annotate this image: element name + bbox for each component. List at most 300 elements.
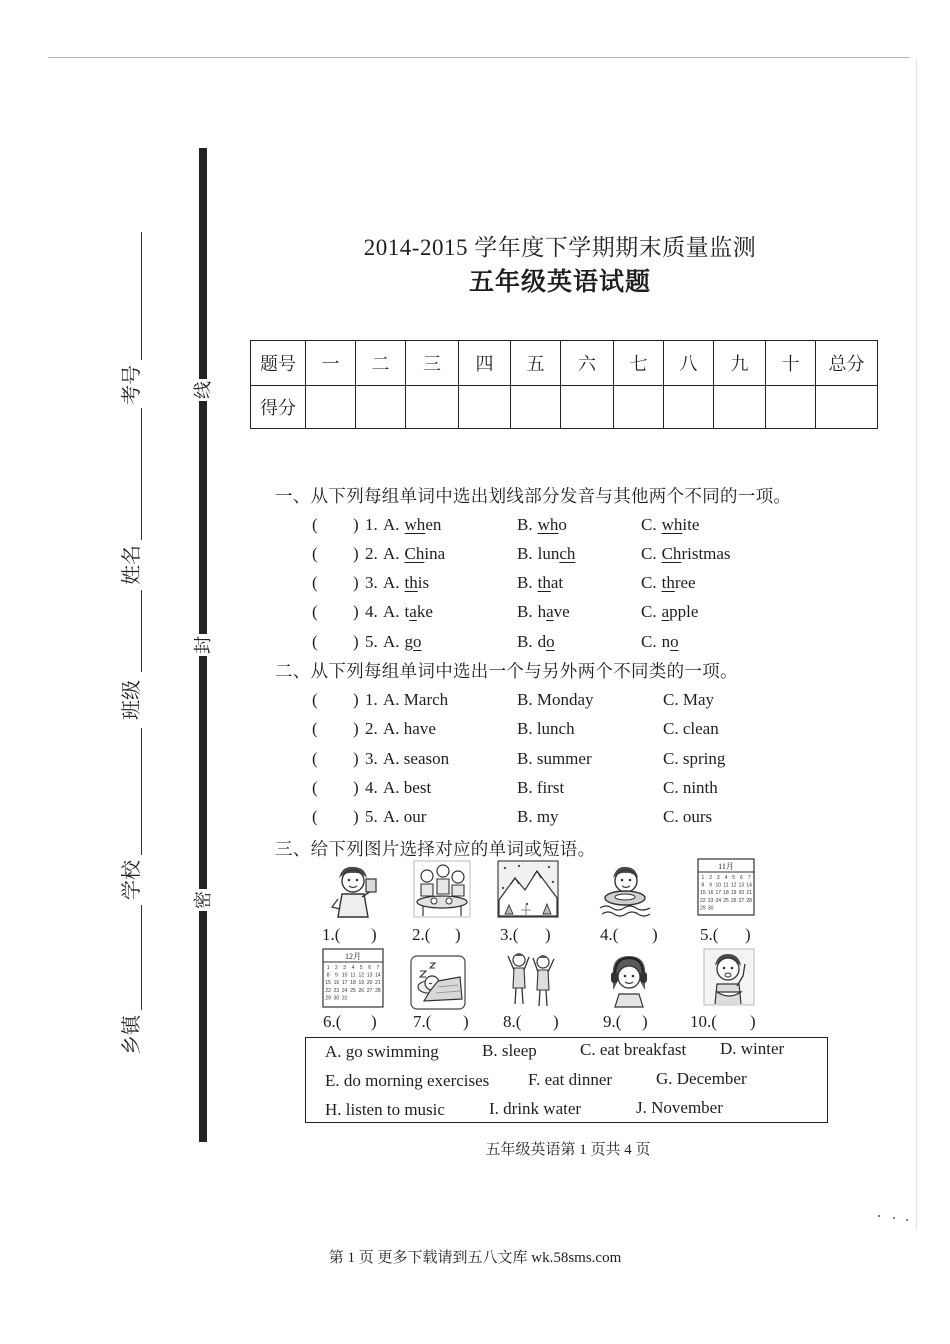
- name-label: 姓名: [121, 545, 143, 585]
- answer-paren-close: ): [642, 1012, 648, 1031]
- question-row: [0, 718, 950, 740]
- score-header-cell: 题号: [251, 341, 306, 386]
- option-drink-water: I. drink water: [489, 1099, 582, 1118]
- picture-1-boy-with-cup: [328, 861, 380, 924]
- picture-number: [500, 924, 518, 946]
- answer-paren-open: (: [335, 1012, 342, 1031]
- option-b: B. first: [517, 778, 565, 797]
- option-a: [383, 601, 433, 623]
- answer-paren-close: ): [353, 602, 359, 621]
- option-label: C.: [641, 632, 657, 651]
- calendar-day: 28: [746, 897, 752, 904]
- picture-number-text: 8.: [503, 1012, 516, 1031]
- picture-answer-label: [503, 1011, 561, 1033]
- question-number: 2.: [365, 544, 378, 563]
- option-eat-dinner: F. eat dinner: [528, 1070, 613, 1089]
- answer-paren-open: (: [312, 544, 318, 563]
- option-december: G. December: [656, 1069, 747, 1088]
- calendar-day: 17: [715, 890, 722, 897]
- question-row: [0, 543, 950, 565]
- score-header-cell: 五: [511, 341, 561, 386]
- score-cell: [561, 386, 614, 429]
- option-eat-breakfast: C. eat breakfast: [580, 1040, 687, 1059]
- top-rule: [48, 57, 910, 58]
- picture-3-snowy-scene: [497, 860, 559, 923]
- underlined-letters: th: [537, 573, 551, 592]
- question-number: 4.: [365, 778, 378, 797]
- word-part: n: [661, 632, 671, 651]
- calendar-day: 22: [700, 897, 706, 904]
- picture-number: [600, 924, 618, 946]
- option-c: C. May: [663, 690, 714, 709]
- option-word: [405, 544, 446, 563]
- picture-number-text: 7.: [413, 1012, 426, 1031]
- answer-paren-close: ): [353, 515, 359, 534]
- picture-number-text: 3.: [500, 925, 513, 944]
- underlined-letters: th: [404, 573, 418, 592]
- option-sleep: B. sleep: [482, 1041, 537, 1060]
- picture-8-two-children-exercising: [505, 948, 557, 1015]
- answer-paren-close: ): [463, 1012, 469, 1031]
- answer-paren-close: ): [353, 690, 359, 709]
- option-b: B. my: [517, 807, 559, 826]
- underlined-letters: wh: [404, 515, 426, 534]
- calendar-day: 15: [700, 890, 706, 897]
- picture-2-family-dining: [413, 860, 471, 923]
- option-label: B.: [517, 515, 533, 534]
- option-b: B. summer: [517, 749, 592, 768]
- word-part: lun: [537, 544, 560, 563]
- option-word: [405, 602, 433, 621]
- word-part: ite: [682, 515, 700, 534]
- option-word: [538, 573, 564, 592]
- calendar-day: 24: [715, 897, 722, 904]
- calendar-day: 25: [350, 987, 356, 994]
- score-table-header-row: [251, 341, 878, 386]
- answer-paren-close: ): [750, 1012, 756, 1031]
- option-c: [641, 631, 679, 653]
- calendar-day: 15: [325, 980, 331, 987]
- score-cell: [406, 386, 459, 429]
- answer-paren-close: ): [353, 573, 359, 592]
- picture-number-text: 9.: [603, 1012, 616, 1031]
- picture-number-text: 1.: [322, 925, 335, 944]
- calendar-day: 14: [746, 882, 752, 889]
- answer-paren-open: (: [612, 925, 619, 944]
- score-cell: [459, 386, 511, 429]
- picture-number: [323, 1011, 341, 1033]
- calendar-day: 4: [351, 965, 355, 971]
- answer-paren-open: (: [425, 1012, 432, 1031]
- calendar-icon: [697, 858, 755, 916]
- calendar-day: 9: [335, 972, 338, 979]
- word-part: pple: [669, 602, 699, 621]
- answer-paren-close: ): [353, 719, 359, 738]
- option-label: A.: [383, 573, 400, 592]
- calendar-day: 26: [358, 987, 365, 994]
- score-table: [250, 340, 878, 429]
- picture-number: [603, 1011, 621, 1033]
- answer-paren-close: ): [371, 1012, 377, 1031]
- underlined-letters: o: [546, 632, 555, 651]
- answer-paren-close: ): [353, 632, 359, 651]
- calendar-day: 20: [366, 980, 373, 987]
- picture-number-text: 2.: [412, 925, 425, 944]
- calendar-month: 11月: [718, 862, 734, 871]
- calendar-day: 26: [730, 897, 737, 904]
- option-label: B.: [517, 602, 533, 621]
- underlined-letters: wh: [537, 515, 559, 534]
- score-cell: [714, 386, 766, 429]
- option-c: C. clean: [663, 719, 719, 738]
- option-a: A. season: [383, 749, 450, 768]
- answer-paren-open: (: [512, 925, 519, 944]
- score-header-cell: 九: [714, 341, 766, 386]
- underlined-letters: th: [661, 573, 675, 592]
- answer-paren-close: ): [745, 925, 751, 944]
- option-november: J. November: [636, 1098, 723, 1117]
- calendar-day: 5: [359, 965, 363, 971]
- school-label: 学校: [121, 860, 143, 900]
- exam-subtitle: 五年级英语试题: [468, 269, 651, 296]
- calendar-month: 12月: [345, 952, 361, 961]
- option-word: [538, 602, 570, 621]
- word-part: h: [537, 602, 547, 621]
- option-label: A.: [383, 544, 400, 563]
- option-do-morning-exercises: E. do morning exercises: [325, 1071, 490, 1090]
- answer-paren-open: (: [312, 515, 318, 534]
- score-cell: [614, 386, 664, 429]
- calendar-day: 17: [341, 980, 348, 987]
- option-a: A. March: [383, 690, 449, 709]
- calendar-day: 13: [366, 972, 373, 979]
- picture-number-text: 5.: [700, 925, 713, 944]
- option-a: [383, 631, 422, 653]
- score-header-cell: 总分: [816, 341, 878, 386]
- picture-number: [322, 924, 340, 946]
- calendar-day: 23: [333, 987, 340, 994]
- picture-number-text: 6.: [323, 1012, 336, 1031]
- calendar-day: 30: [707, 905, 714, 912]
- answer-paren-open: (: [312, 719, 318, 738]
- picture-answer-label: [500, 924, 553, 946]
- calendar-day: 5: [732, 875, 736, 881]
- question-number: 1.: [365, 515, 378, 534]
- underlined-letters: Ch: [661, 544, 682, 563]
- score-header-cell: 八: [664, 341, 714, 386]
- calendar-day: 8: [701, 882, 705, 889]
- option-go-swimming: A. go swimming: [325, 1042, 439, 1061]
- calendar-day: 7: [747, 875, 751, 881]
- picture-answer-label: [603, 1011, 650, 1033]
- calendar-day: 21: [375, 980, 381, 987]
- calendar-icon: [322, 948, 384, 1008]
- exam-number-blank: [141, 232, 142, 360]
- picture-6-calendar-december: [322, 948, 384, 1013]
- underlined-letters: a: [409, 602, 417, 621]
- picture-10-person-eating: [703, 948, 755, 1011]
- picture-9-girl-with-headphones: [605, 950, 653, 1013]
- calendar-day: 19: [358, 980, 365, 987]
- calendar-day: 27: [738, 897, 745, 904]
- option-word: [662, 515, 700, 534]
- option-b: B. Monday: [517, 690, 594, 709]
- calendar-day: 28: [375, 987, 381, 994]
- option-b: [517, 601, 570, 623]
- section1-title: 一、从下列每组单词中选出划线部分发音与其他两个不同的一项。: [275, 486, 792, 506]
- score-header-cell: 七: [614, 341, 664, 386]
- word-part: t: [404, 602, 410, 621]
- word-part: is: [417, 573, 430, 592]
- option-label: A.: [383, 602, 400, 621]
- option-label: A.: [383, 515, 400, 534]
- score-table-score-row: [251, 386, 878, 429]
- score-cell: [306, 386, 356, 429]
- calendar-day: 3: [716, 875, 720, 881]
- calendar-day: 10: [715, 882, 722, 889]
- option-label: C.: [641, 602, 657, 621]
- option-c: [641, 601, 698, 623]
- calendar-day: 7: [376, 965, 380, 971]
- score-cell: [511, 386, 561, 429]
- answer-paren-close: ): [353, 749, 359, 768]
- calendar-day: 23: [707, 897, 714, 904]
- picture-7-person-sleeping: [410, 955, 466, 1015]
- calendar-day: 16: [333, 980, 340, 987]
- calendar-day: 9: [709, 882, 712, 889]
- question-number: 4.: [365, 602, 378, 621]
- underlined-letters: Ch: [404, 544, 425, 563]
- calendar-day: 29: [325, 995, 331, 1002]
- option-label: C.: [641, 573, 657, 592]
- calendar-day: 16: [707, 890, 714, 897]
- calendar-day: 24: [341, 987, 348, 994]
- download-note: 第 1 页 更多下载请到五八文库 wk.58sms.com: [328, 1250, 622, 1266]
- exam-number-label: 考号: [121, 365, 143, 405]
- option-a: A. our: [383, 807, 427, 826]
- score-header-cell: 四: [459, 341, 511, 386]
- answer-paren-open: (: [515, 1012, 522, 1031]
- answer-paren-close: ): [455, 925, 461, 944]
- section3-title: 三、给下列图片选择对应的单词或短语。: [275, 839, 596, 859]
- township-blank: [141, 905, 142, 1010]
- option-word: [405, 573, 430, 592]
- option-word: [662, 632, 679, 651]
- calendar-day: 27: [366, 987, 373, 994]
- option-label: B.: [517, 632, 533, 651]
- answer-paren-open: (: [312, 632, 318, 651]
- option-word: [538, 632, 555, 651]
- answer-paren-close: ): [652, 925, 658, 944]
- answer-paren-open: (: [312, 807, 318, 826]
- section2-title: 二、从下列每组单词中选出一个与另外两个不同类的一项。: [275, 661, 738, 681]
- option-label: B.: [517, 573, 533, 592]
- picture-answer-label: [322, 924, 379, 946]
- question-number: 2.: [365, 719, 378, 738]
- score-cell: [766, 386, 816, 429]
- score-cell: [664, 386, 714, 429]
- calendar-day: 12: [358, 972, 365, 979]
- score-header-cell: 一: [306, 341, 356, 386]
- calendar-day: 2: [709, 875, 712, 881]
- calendar-day: 18: [350, 980, 356, 987]
- calendar-day: 30: [333, 995, 340, 1002]
- calendar-day: 19: [730, 890, 737, 897]
- calendar-day: 22: [325, 987, 331, 994]
- option-label: B.: [517, 544, 533, 563]
- answer-paren-open: (: [312, 573, 318, 592]
- calendar-day: 31: [341, 995, 348, 1002]
- question-number: 5.: [365, 807, 378, 826]
- answer-paren-open: (: [312, 690, 318, 709]
- option-c: C. ninth: [663, 778, 718, 797]
- question-number: 5.: [365, 632, 378, 651]
- option-label: A.: [383, 632, 400, 651]
- score-header-cell: 三: [406, 341, 459, 386]
- calendar-day: 12: [730, 882, 737, 889]
- word-part: ree: [674, 573, 696, 592]
- option-word: [662, 544, 731, 563]
- picture-answer-label: [412, 924, 463, 946]
- calendar-day: 1: [326, 965, 330, 971]
- word-part: at: [550, 573, 564, 592]
- picture-number: [503, 1011, 521, 1033]
- calendar-day: 10: [341, 972, 348, 979]
- option-word: [538, 515, 567, 534]
- calendar-day: 25: [723, 897, 729, 904]
- scan-speck: [906, 1219, 908, 1221]
- calendar-day: 1: [701, 875, 705, 881]
- question-row: [0, 777, 950, 799]
- word-part: ristmas: [681, 544, 731, 563]
- binding-mark-line: 线: [193, 381, 213, 399]
- picture-number-text: 10.: [690, 1012, 712, 1031]
- question-number: 1.: [365, 690, 378, 709]
- question-number: 3.: [365, 573, 378, 592]
- option-winter: D. winter: [720, 1039, 785, 1058]
- calendar-day: 6: [368, 965, 371, 971]
- question-row: [0, 572, 950, 594]
- underlined-letters: a: [546, 602, 554, 621]
- word-part: ina: [424, 544, 446, 563]
- answer-paren-close: ): [353, 544, 359, 563]
- option-b: B. lunch: [517, 719, 575, 738]
- answer-paren-open: (: [334, 925, 341, 944]
- binding-mark-secret: 密: [193, 891, 213, 909]
- underlined-letters: o: [670, 632, 679, 651]
- score-header-cell: 二: [356, 341, 406, 386]
- option-c: [641, 514, 699, 536]
- option-c: C. spring: [663, 749, 726, 768]
- option-word: [405, 632, 422, 651]
- question-row: [0, 689, 950, 711]
- option-listen-to-music: H. listen to music: [325, 1100, 445, 1119]
- answer-paren-close: ): [353, 778, 359, 797]
- binding-mark-seal: 封: [193, 636, 213, 654]
- answer-paren-open: (: [424, 925, 431, 944]
- answer-paren-close: ): [553, 1012, 559, 1031]
- scan-speck: [893, 1217, 895, 1219]
- word-part: d: [537, 632, 547, 651]
- picture-answer-label: [600, 924, 660, 946]
- calendar-day: 11: [723, 882, 729, 889]
- scan-speck: [878, 1215, 880, 1217]
- answer-paren-open: (: [312, 778, 318, 797]
- option-label: C.: [641, 515, 657, 534]
- page-footer: 五年级英语第 1 页共 4 页: [485, 1142, 651, 1158]
- picture-answer-label: [323, 1011, 379, 1033]
- option-a: [383, 543, 445, 565]
- picture-5-calendar-november: [697, 858, 755, 921]
- option-a: A. have: [383, 719, 436, 738]
- option-b: [517, 631, 555, 653]
- answer-paren-open: (: [312, 749, 318, 768]
- underlined-letters: ch: [559, 544, 576, 563]
- calendar-day: 13: [738, 882, 745, 889]
- word-part: g: [404, 632, 414, 651]
- option-label: C.: [641, 544, 657, 563]
- exam-title: 2014-2015 学年度下学期期末质量监测: [363, 235, 757, 260]
- answer-paren-open: (: [711, 1012, 717, 1031]
- picture-number: [413, 1011, 431, 1033]
- calendar-day: 4: [724, 875, 728, 881]
- option-a: [383, 572, 429, 594]
- option-b: [517, 514, 567, 536]
- score-row-label: 得分: [251, 386, 306, 429]
- word-part: ke: [416, 602, 433, 621]
- option-word: [405, 515, 442, 534]
- option-c: [641, 543, 731, 565]
- option-word: [662, 573, 696, 592]
- answer-paren-open: (: [615, 1012, 622, 1031]
- option-c: [641, 572, 696, 594]
- picture-number-text: 4.: [600, 925, 613, 944]
- word-part: ve: [553, 602, 570, 621]
- question-number: 3.: [365, 749, 378, 768]
- score-header-cell: 十: [766, 341, 816, 386]
- township-label: 乡镇: [121, 1015, 143, 1055]
- question-row: [0, 631, 950, 653]
- option-word: [662, 602, 699, 621]
- underlined-letters: o: [413, 632, 422, 651]
- answer-paren-open: (: [712, 925, 719, 944]
- picture-answer-label: [700, 924, 753, 946]
- calendar-day: 11: [350, 972, 356, 979]
- picture-4-child-swimming: [598, 862, 652, 923]
- option-b: [517, 572, 563, 594]
- answer-paren-open: (: [312, 602, 318, 621]
- picture-number: [700, 924, 718, 946]
- option-word: [538, 544, 576, 563]
- option-b: [517, 543, 575, 565]
- score-cell: [816, 386, 878, 429]
- word-part: en: [425, 515, 442, 534]
- question-row: [0, 601, 950, 623]
- picture-answer-label: [690, 1011, 758, 1033]
- calendar-day: 6: [740, 875, 743, 881]
- question-row: [0, 514, 950, 536]
- option-a: A. best: [383, 778, 432, 797]
- calendar-day: 14: [375, 972, 381, 979]
- underlined-letters: wh: [661, 515, 683, 534]
- answer-paren-close: ): [353, 807, 359, 826]
- answer-paren-close: ): [371, 925, 377, 944]
- underlined-letters: a: [661, 602, 670, 621]
- answer-paren-close: ): [545, 925, 551, 944]
- calendar-day: 21: [746, 890, 752, 897]
- option-c: C. ours: [663, 807, 713, 826]
- picture-number: [412, 924, 430, 946]
